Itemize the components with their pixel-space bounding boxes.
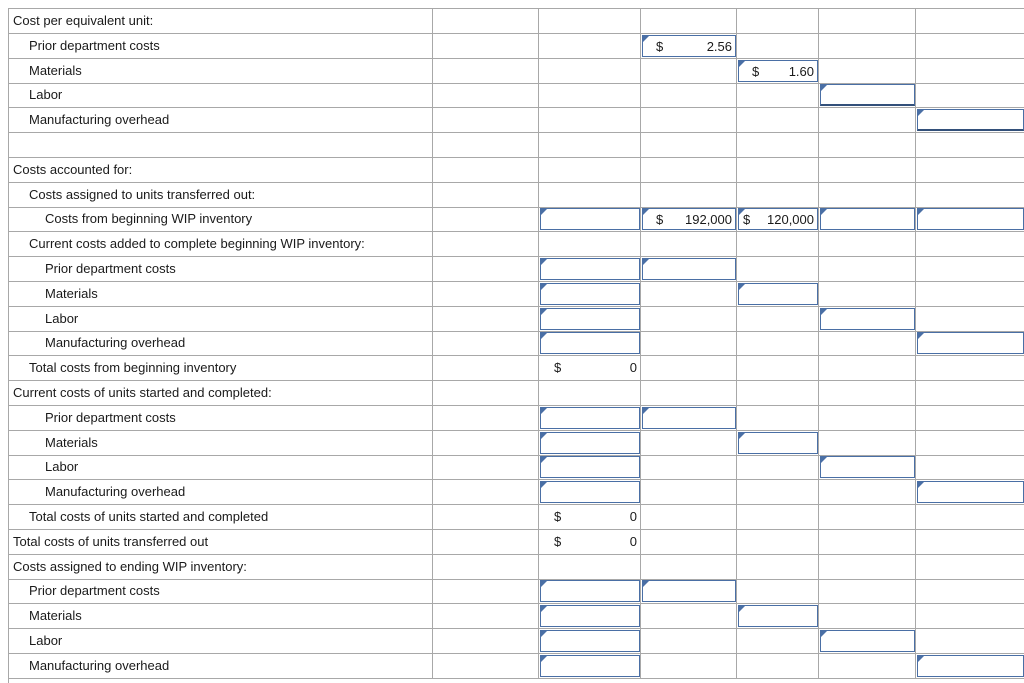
grid-cell	[819, 604, 916, 628]
amount-input[interactable]	[820, 308, 915, 330]
grid-cell	[641, 530, 737, 554]
grid-cell	[433, 331, 539, 355]
grid-cell	[819, 530, 916, 554]
amount-input[interactable]	[642, 35, 736, 57]
table-row	[9, 133, 1024, 158]
amount-input[interactable]	[540, 432, 640, 454]
table-row	[9, 232, 1024, 257]
grid-cell	[433, 530, 539, 554]
grid-cell	[433, 59, 539, 83]
total-value: 0	[629, 509, 637, 524]
cost-worksheet	[8, 8, 1024, 683]
amount-input[interactable]	[642, 208, 736, 230]
grid-cell	[641, 9, 737, 33]
amount-input[interactable]	[917, 109, 1024, 131]
amount-input[interactable]	[540, 407, 640, 429]
row-label: Prior department costs	[29, 583, 160, 598]
amount-input[interactable]	[540, 308, 640, 330]
grid-cell	[433, 108, 539, 132]
grid-cell	[916, 530, 1024, 554]
grid-cell	[539, 9, 641, 33]
grid-cell	[641, 59, 737, 83]
amount-input[interactable]	[642, 407, 736, 429]
row-label-cell	[9, 505, 433, 529]
grid-cell	[819, 406, 916, 430]
table-row	[9, 455, 1024, 480]
table-row	[9, 9, 1024, 34]
grid-cell	[819, 555, 916, 579]
grid-cell	[539, 158, 641, 182]
amount-input[interactable]	[540, 283, 640, 305]
grid-cell	[819, 505, 916, 529]
grid-cell	[916, 555, 1024, 579]
dollar-sign: $	[554, 509, 562, 524]
row-label: Manufacturing overhead	[45, 335, 186, 350]
grid-cell	[539, 232, 641, 256]
row-label-cell	[9, 455, 433, 479]
row-label: Prior department costs	[45, 410, 176, 425]
table-row	[9, 629, 1024, 654]
table-row	[9, 183, 1024, 208]
table-row	[9, 555, 1024, 580]
grid-cell	[916, 133, 1024, 157]
amount-input[interactable]	[540, 481, 640, 503]
amount-input[interactable]	[917, 655, 1024, 677]
total-value: 0	[629, 360, 637, 375]
row-label-cell	[9, 83, 433, 107]
row-label-cell	[9, 579, 433, 603]
grid-cell	[433, 9, 539, 33]
table-row	[9, 381, 1024, 406]
grid-cell	[916, 83, 1024, 107]
grid-cell	[819, 34, 916, 58]
amount-input[interactable]	[642, 258, 736, 280]
grid-cell	[539, 381, 641, 405]
row-label: Labor	[45, 311, 79, 326]
grid-cell	[433, 282, 539, 306]
grid-cell	[737, 356, 819, 380]
grid-cell	[819, 431, 916, 455]
grid-cell	[819, 108, 916, 132]
amount-input[interactable]	[738, 432, 818, 454]
amount-input[interactable]	[820, 208, 915, 230]
row-label: Costs from beginning WIP inventory	[45, 211, 253, 226]
grid-cell	[916, 356, 1024, 380]
grid-cell	[916, 406, 1024, 430]
grid-cell	[737, 257, 819, 281]
grid-cell	[916, 158, 1024, 182]
grid-cell	[433, 257, 539, 281]
grid-cell	[433, 629, 539, 653]
grid-cell	[737, 9, 819, 33]
grid-cell	[433, 455, 539, 479]
row-label-cell	[9, 356, 433, 380]
amount-input[interactable]	[820, 84, 915, 106]
table-row	[9, 158, 1024, 183]
amount-input[interactable]	[738, 283, 818, 305]
amount-input[interactable]	[917, 332, 1024, 354]
table-row	[9, 257, 1024, 282]
grid-cell	[433, 356, 539, 380]
row-label-cell	[9, 59, 433, 83]
grid-cell	[433, 307, 539, 331]
row-label-cell	[9, 530, 433, 554]
row-label: Costs assigned to units transferred out:	[29, 187, 256, 202]
grid-cell	[433, 579, 539, 603]
grid-cell	[433, 232, 539, 256]
row-label: Current costs added to complete beginning WIP inventory:	[29, 236, 365, 251]
row-label-cell	[9, 232, 433, 256]
amount-value: 192,000	[685, 212, 732, 227]
row-label: Costs accounted for:	[13, 162, 133, 177]
row-label-cell	[9, 629, 433, 653]
grid-cell	[539, 34, 641, 58]
grid-cell	[916, 629, 1024, 653]
grid-cell	[433, 431, 539, 455]
grid-cell	[641, 604, 737, 628]
grid-cell	[737, 505, 819, 529]
grid-cell	[737, 480, 819, 504]
row-label: Labor	[45, 459, 79, 474]
grid-cell	[916, 257, 1024, 281]
amount-input[interactable]	[540, 605, 640, 627]
row-label: Prior department costs	[45, 261, 176, 276]
grid-cell	[916, 307, 1024, 331]
row-label-cell	[9, 133, 433, 157]
amount-input[interactable]	[642, 580, 736, 602]
row-label-cell	[9, 34, 433, 58]
row-label-cell	[9, 406, 433, 430]
grid-cell	[916, 232, 1024, 256]
grid-cell	[641, 108, 737, 132]
grid-cell	[433, 381, 539, 405]
grid-cell	[916, 381, 1024, 405]
table-row	[9, 604, 1024, 629]
amount-input[interactable]	[738, 208, 818, 230]
grid-cell	[819, 654, 916, 678]
row-label-cell	[9, 108, 433, 132]
row-label-cell	[9, 480, 433, 504]
grid-cell	[433, 406, 539, 430]
grid-cell	[641, 381, 737, 405]
grid-cell	[916, 431, 1024, 455]
grid-cell	[433, 555, 539, 579]
table-row	[9, 579, 1024, 604]
row-label: Manufacturing overhead	[29, 658, 170, 673]
grid-cell	[737, 307, 819, 331]
grid-cell	[819, 356, 916, 380]
dollar-sign: $	[743, 212, 751, 227]
amount-input[interactable]	[820, 630, 915, 652]
amount-input[interactable]	[820, 456, 915, 478]
amount-value: 1.60	[788, 64, 814, 79]
grid-cell	[737, 654, 819, 678]
amount-input[interactable]	[540, 332, 640, 354]
row-label: Prior department costs	[29, 38, 160, 53]
row-label: Labor	[29, 87, 63, 102]
amount-input[interactable]	[540, 580, 640, 602]
row-label-cell	[9, 9, 433, 33]
row-label: Materials	[45, 435, 98, 450]
row-label-cell	[9, 381, 433, 405]
grid-cell	[819, 257, 916, 281]
table-row	[9, 282, 1024, 307]
grid-cell	[641, 555, 737, 579]
grid-cell	[916, 34, 1024, 58]
dollar-sign: $	[554, 360, 562, 375]
grid-cell	[819, 381, 916, 405]
grid-cell	[641, 356, 737, 380]
table-row	[9, 654, 1024, 679]
grid-cell	[433, 604, 539, 628]
table-row	[9, 59, 1024, 84]
grid-cell	[916, 505, 1024, 529]
row-label: Cost per equivalent unit:	[13, 13, 154, 28]
grid-cell	[641, 183, 737, 207]
amount-input[interactable]	[917, 208, 1024, 230]
grid-cell	[641, 282, 737, 306]
row-label: Materials	[29, 608, 82, 623]
row-label: Manufacturing overhead	[29, 112, 170, 127]
grid-cell	[737, 183, 819, 207]
table-row	[9, 356, 1024, 381]
table-row	[9, 83, 1024, 108]
grid-cell	[819, 133, 916, 157]
row-label: Labor	[29, 633, 63, 648]
grid-cell	[641, 431, 737, 455]
dollar-sign: $	[752, 64, 760, 79]
grid-cell	[916, 455, 1024, 479]
grid-cell	[737, 629, 819, 653]
amount-input[interactable]	[738, 60, 818, 82]
row-label-cell	[9, 158, 433, 182]
grid-cell	[819, 232, 916, 256]
total-value: 0	[629, 534, 637, 549]
grid-cell	[539, 108, 641, 132]
grid-cell	[916, 282, 1024, 306]
grid-cell	[641, 629, 737, 653]
row-label-cell	[9, 331, 433, 355]
row-label-cell	[9, 604, 433, 628]
amount-input[interactable]	[540, 655, 640, 677]
amount-input[interactable]	[540, 258, 640, 280]
grid-cell	[916, 59, 1024, 83]
grid-cell	[819, 59, 916, 83]
grid-cell	[539, 183, 641, 207]
grid-cell	[737, 232, 819, 256]
row-label: Materials	[45, 286, 98, 301]
table-row	[9, 530, 1024, 555]
grid-cell	[433, 158, 539, 182]
table-row	[9, 307, 1024, 332]
grid-cell	[737, 406, 819, 430]
table-row	[9, 406, 1024, 431]
row-label: Materials	[29, 63, 82, 78]
grid-cell	[819, 282, 916, 306]
grid-cell	[819, 331, 916, 355]
grid-cell	[433, 34, 539, 58]
grid-cell	[641, 307, 737, 331]
grid-cell	[641, 158, 737, 182]
table-row	[9, 207, 1024, 232]
grid-cell	[539, 83, 641, 107]
row-label-cell	[9, 654, 433, 678]
table-row	[9, 480, 1024, 505]
grid-cell	[433, 183, 539, 207]
grid-cell	[819, 158, 916, 182]
grid-cell	[737, 331, 819, 355]
grid-cell	[737, 455, 819, 479]
amount-value: 2.56	[706, 39, 732, 54]
amount-input[interactable]	[917, 481, 1024, 503]
grid-cell	[819, 183, 916, 207]
amount-input[interactable]	[540, 456, 640, 478]
row-label-cell	[9, 307, 433, 331]
grid-cell	[737, 133, 819, 157]
row-label: Manufacturing overhead	[45, 484, 186, 499]
grid-cell	[433, 133, 539, 157]
table-row	[9, 505, 1024, 530]
row-label: Total costs of units started and completed	[29, 509, 269, 524]
grid-cell	[916, 579, 1024, 603]
amount-input[interactable]	[540, 630, 640, 652]
grid-cell	[916, 183, 1024, 207]
row-label-cell	[9, 257, 433, 281]
grid-cell	[641, 480, 737, 504]
grid-cell	[641, 455, 737, 479]
grid-cell	[641, 133, 737, 157]
grid-cell	[433, 83, 539, 107]
grid-cell	[737, 34, 819, 58]
row-label: Costs assigned to ending WIP inventory:	[13, 559, 247, 574]
grid-cell	[433, 505, 539, 529]
grid-cell	[737, 108, 819, 132]
grid-cell	[819, 480, 916, 504]
dollar-sign: $	[656, 212, 664, 227]
table-row	[9, 34, 1024, 59]
row-label-cell	[9, 555, 433, 579]
grid-cell	[433, 207, 539, 231]
grid-cell	[641, 83, 737, 107]
dollar-sign: $	[554, 534, 562, 549]
grid-cell	[433, 654, 539, 678]
row-label: Current costs of units started and completed:	[13, 385, 272, 400]
row-label-cell	[9, 183, 433, 207]
row-label: Total costs of units transferred out	[13, 534, 209, 549]
grid-cell	[539, 555, 641, 579]
grid-cell	[819, 9, 916, 33]
amount-input[interactable]	[738, 605, 818, 627]
row-label-cell	[9, 207, 433, 231]
amount-input[interactable]	[540, 208, 640, 230]
grid-cell	[916, 604, 1024, 628]
grid-cell	[737, 158, 819, 182]
grid-cell	[737, 579, 819, 603]
grid-cell	[737, 83, 819, 107]
grid-cell	[819, 579, 916, 603]
table-row	[9, 431, 1024, 456]
grid-cell	[641, 505, 737, 529]
grid-cell	[539, 59, 641, 83]
grid-cell	[737, 555, 819, 579]
grid-cell	[737, 381, 819, 405]
amount-value: 120,000	[767, 212, 814, 227]
row-label-cell	[9, 431, 433, 455]
grid-cell	[641, 331, 737, 355]
row-label-cell	[9, 282, 433, 306]
grid-cell	[539, 133, 641, 157]
grid-cell	[916, 9, 1024, 33]
grid-cell	[641, 232, 737, 256]
grid-cell	[433, 480, 539, 504]
grid-cell	[737, 530, 819, 554]
grid-cell	[641, 654, 737, 678]
table-row	[9, 108, 1024, 133]
table-row	[9, 331, 1024, 356]
dollar-sign: $	[656, 39, 664, 54]
row-label: Total costs from beginning inventory	[29, 360, 237, 375]
